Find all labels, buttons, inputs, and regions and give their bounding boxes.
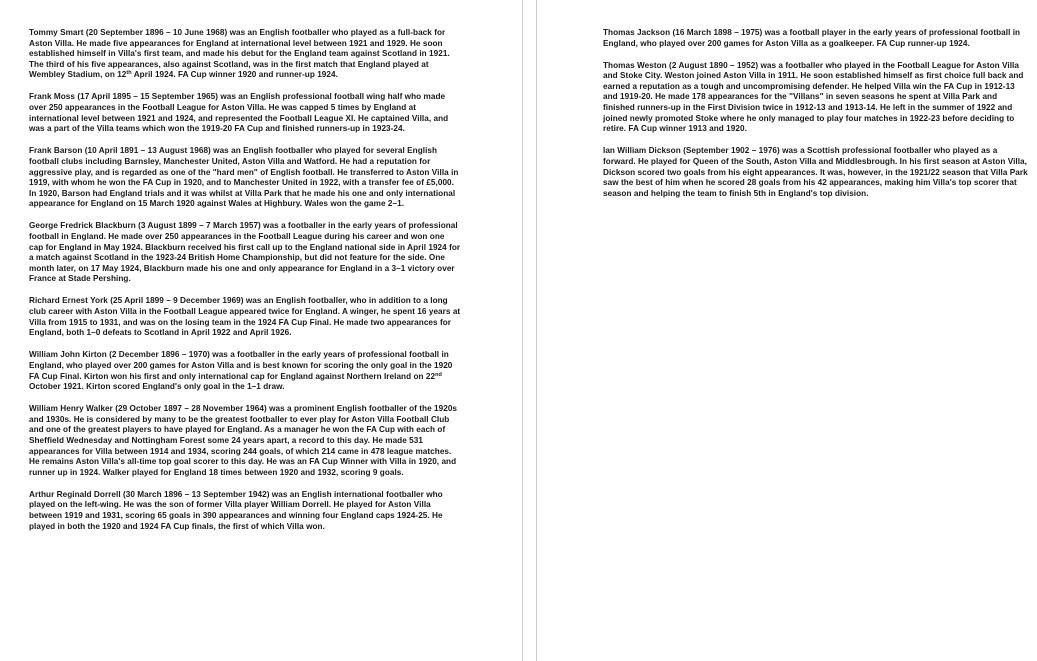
text-segment: George Fredrick Blackburn (3 August 1899 – 7 March 1957) was a footballer in the early years of professional football in England. He made over 250 appearances in the Football League during his career and won one cap for England in May 1924. Blackburn received his first call up to the England national side in April 1924 for a match against Scotland in the 1923-24 British Home Championship, but did not feature for the side. One month later, on 17 May 1924, Blackburn made his one and only appearance for England in a 3–1 victory over France at Stade Pershing. xyxy=(29,221,461,284)
text-segment: Tommy Smart (20 September 1896 – 10 June 1968) was an English footballer who played as a full-back for Aston Villa. He made five appearances for England at international level between 1921 and 1929. He soon established himself in Villa's first team, and made his debut for the England team against Scotland in 1921. The third of his five appearances, also against Scotland, was in the first match that England played at Wembley Stadium, on 12 xyxy=(29,28,450,80)
paragraph-frank-moss xyxy=(29,92,461,134)
text-segment: Frank Barson (10 April 1891 – 13 August 1968) was an English footballer who played for several English football clubs including Barnsley, Manchester United, Aston Villa and Watford. He had a reputation for aggressive play, and is regarded as one of the "hard men" of English football. He transferred to Aston Villa in 1919, with whom he won the FA Cup in 1920, and to Manchester United in 1922, with a transfer fee of £5,000. In 1920, Barson had England trials and it was whilst at Villa Park that he made his one and only international appearance for England on 15 March 1920 against Wales at Highbury. Wales won the game 2–1. xyxy=(29,146,459,209)
right-text-column xyxy=(603,28,1031,211)
text-segment: Richard Ernest York (25 April 1899 – 9 December 1969) was an English footballer, who in addition to a long club career with Aston Villa in the Football League appeared twice for England. A winger, he spent 16 years at Villa from 1915 to 1931, and was on the losing team in the 1924 FA Cup Final. He made two appearances for England, both 1–0 defeats to Scotland in April 1922 and April 1926. xyxy=(29,296,461,338)
paragraph-ian-dickson xyxy=(603,146,1031,199)
paragraph-george-blackburn xyxy=(29,221,461,285)
paragraph-thomas-jackson xyxy=(603,28,1031,49)
paragraph-william-kirton xyxy=(29,350,461,392)
text-segment: Arthur Reginald Dorrell (30 March 1896 – 13 September 1942) was an English international footballer who played on the left-wing. He was the son of former Villa player William Dorrell. He played for Aston Villa between 1919 and 1931, scoring 65 goals in 390 appearances and winning four England caps 1924-25. He played in both the 1920 and 1924 FA Cup finals, the first of which Villa won. xyxy=(29,489,443,531)
text-segment: Thomas Weston (2 August 1890 – 1952) was a footballer who played in the Football League for Aston Villa and Stoke City. Weston joined Aston Villa in 1911. He soon established himself as first choice full back and earned a reputation as a tough and uncompromising defender. He helped Villa win the FA Cup in 1912-13 and 1919-20. He made 178 appearances for the "Villans" in seven seasons he spent at Villa Park and finished runners-up in the First Division twice in 1912-13 and 1913-14. He left in the summer of 1922 and joined newly promoted Stoke where he only managed to play four matches in 1922-23 before deciding to retire. FA Cup winner 1913 and 1920. xyxy=(603,60,1024,134)
ordinal-suffix: th xyxy=(126,70,132,77)
paragraph-frank-barson xyxy=(29,146,461,210)
text-segment: William John Kirton (2 December 1896 – 1970) was a footballer in the early years of professional football in England, who played over 200 games for Aston Villa and is best known for scoring the only goal in the 1920 FA Cup Final. Kirton won his first and only international cap for England against Northern Ireland on 22 xyxy=(29,350,453,381)
text-segment: October 1921. Kirton scored England's only goal in the 1–1 draw. xyxy=(29,382,285,392)
paragraph-tommy-smart xyxy=(29,28,461,81)
page-gutter xyxy=(522,0,537,661)
left-text-column xyxy=(29,28,461,544)
paragraph-william-walker xyxy=(29,404,461,478)
text-segment: Ian William Dickson (September 1902 – 1976) was a Scottish professional footballer who played as a forward. He played for Queen of the South, Aston Villa and Middlesbrough. In his first season at Aston Villa, Dickson scored two goals from his eight appearances. It was, however, in the 1921/22 season that Villa Park saw the best of him when he scored 28 goals from his 42 appearances, making him Villa's top scorer that season and helping the team to finish 5th in England's top division. xyxy=(603,146,1028,198)
ordinal-suffix: nd xyxy=(435,371,442,378)
text-segment: April 1924. FA Cup winner 1920 and runner-up 1924. xyxy=(131,70,338,80)
paragraph-arthur-dorrell xyxy=(29,490,461,532)
text-segment: William Henry Walker (29 October 1897 – 28 November 1964) was a prominent English footballer of the 1920s and 1930s. He is considered by many to be the greatest footballer to ever play for Aston Villa Football Club and one of the greatest players to have played for England. As a manager he won the FA Cup with each of Sheffield Wednesday and Nottingham Forest some 24 years apart, a record to this day. He made 531 appearances for Villa between 1914 and 1934, scoring 244 goals, of which 214 came in 478 league matches. He remains Aston Villa's all-time top goal scorer to this day. He was an FA Cup Winner with Villa in 1920, and runner up in 1924. Walker played for England 18 times between 1920 and 1932, scoring 9 goals. xyxy=(29,404,458,477)
text-segment: Thomas Jackson (16 March 1898 – 1975) was a football player in the early years of professional football in England, who played over 200 games for Aston Villa as a goalkeeper. FA Cup runner-up 1924. xyxy=(603,28,1021,48)
right-page xyxy=(537,0,1037,661)
paragraph-richard-york xyxy=(29,296,461,338)
text-segment: Frank Moss (17 April 1895 – 15 September 1965) was an English professional football wing half who made over 250 appearances in the Football League for Aston Villa. He was capped 5 times by England at international level between 1921 and 1924, and represented the Football League XI. He captained Villa, and was a part of the Villa teams which won the 1919-20 FA Cup and finished runners-up in 1923-24. xyxy=(29,92,449,134)
paragraph-thomas-weston xyxy=(603,61,1031,135)
